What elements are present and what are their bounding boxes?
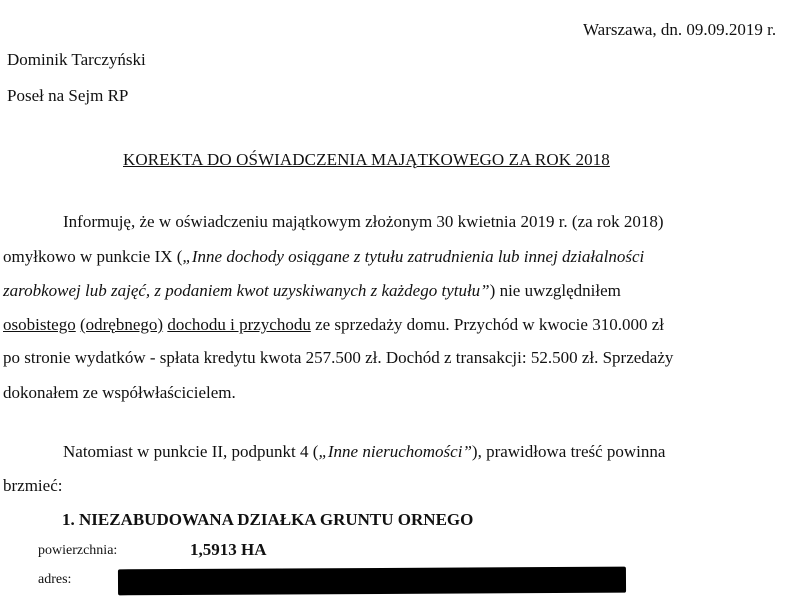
quoted-category: „Inne nieruchomości” bbox=[318, 442, 472, 461]
paragraph2-line2: brzmieć: bbox=[3, 476, 63, 495]
sender-role: Poseł na Sejm RP bbox=[7, 86, 129, 105]
underlined-phrase: dochodu i przychodu bbox=[167, 315, 311, 334]
date-line: Warszawa, dn. 09.09.2019 r. bbox=[583, 20, 777, 39]
text-segment: ) nie uwzględniłem bbox=[489, 281, 621, 300]
text-segment: ze sprzedaży domu. Przychód w kwocie 310.000 zł bbox=[310, 315, 664, 334]
paragraph1-line6: dokonałem ze współwłaścicielem. bbox=[3, 383, 236, 402]
quoted-category: „Inne dochody osiągane z tytułu zatrudnienia lub innej działalności bbox=[182, 247, 645, 266]
address-label: adres: bbox=[38, 572, 72, 587]
quoted-category-cont: zarobkowej lub zajęć, z podaniem kwot uzyskiwanych z każdego tytułu” bbox=[3, 281, 490, 300]
sender-name: Dominik Tarczyński bbox=[7, 50, 146, 69]
paragraph1-line4 bbox=[3, 315, 664, 335]
paragraph1-line3 bbox=[3, 281, 621, 301]
text-segment: ), prawidłowa treść powinna bbox=[471, 442, 666, 461]
property-heading: 1. NIEZABUDOWANA DZIAŁKA GRUNTU ORNEGO bbox=[62, 510, 474, 529]
paragraph1-line2 bbox=[3, 247, 644, 267]
area-label: powierzchnia: bbox=[38, 543, 118, 558]
text-segment: omyłkowo w punkcie IX ( bbox=[3, 247, 183, 266]
redaction-bar bbox=[118, 567, 626, 596]
underlined-word: osobistego bbox=[3, 315, 76, 334]
underlined-word: (odrębnego) bbox=[79, 315, 164, 334]
paragraph2-line1 bbox=[63, 442, 665, 462]
paragraph1-line5: po stronie wydatków - spłata kredytu kwota 257.500 zł. Dochód z transakcji: 52.500 zł. Sprzedaży bbox=[3, 348, 674, 367]
area-value: 1,5913 HA bbox=[190, 540, 267, 559]
document-title: KOREKTA DO OŚWIADCZENIA MAJĄTKOWEGO ZA ROK 2018 bbox=[123, 150, 610, 169]
paragraph1-line1: Informuję, że w oświadczeniu majątkowym złożonym 30 kwietnia 2019 r. (za rok 2018) bbox=[63, 212, 664, 231]
text-segment: Natomiast w punkcie II, podpunkt 4 ( bbox=[63, 442, 319, 461]
